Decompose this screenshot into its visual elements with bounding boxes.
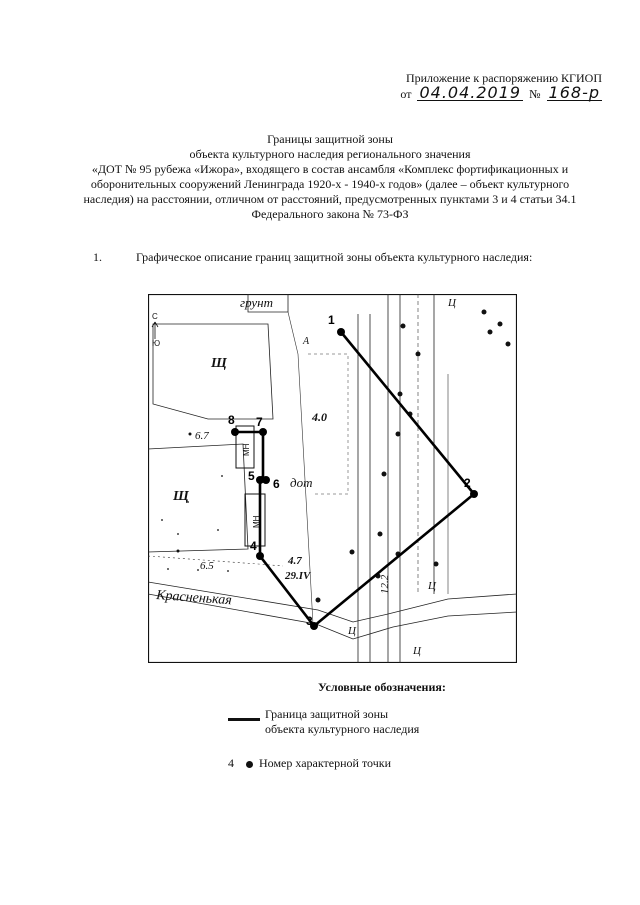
label-6-5: 6.5 [200,560,214,572]
legend-boundary-label [265,707,419,737]
label-c-1: Ц [448,297,456,309]
label-6-7: 6.7 [195,430,209,442]
number-label: № [529,87,541,101]
order-date-number [300,83,602,102]
legend-boundary-line [228,718,260,721]
title-line-6: Федерального закона № 73-ФЗ [251,207,409,221]
legend-point-number: 4 [228,756,234,770]
legend-boundary-label-1: Граница защитной зоны [265,707,389,721]
from-label: от [400,87,412,101]
label-dot: дот [290,475,313,490]
point-label-8: 8 [228,413,235,427]
point-4 [256,552,264,560]
label-street: Красненькая [155,588,233,609]
point-label-2: 2 [464,476,471,490]
document-title [60,132,600,222]
point-label-4: 4 [250,539,257,553]
label-grunt: грунт [240,295,274,310]
label-4-7: 4.7 [288,555,302,567]
label-shch-top: Щ [211,356,227,371]
point-7 [259,428,267,436]
label-south: Ю [152,339,161,348]
point-label-5: 5 [248,469,255,483]
legend-point-dot [246,761,253,768]
label-c-2: Ц [428,580,436,592]
protection-zone-map [148,294,517,663]
section-text: Графическое описание границ защитной зоны объекта культурного наследия: [136,250,533,264]
title-line-1: Границы защитной зоны [267,132,393,146]
point-1 [337,328,345,336]
title-line-3: «ДОТ № 95 рубежа «Ижора», входящего в состав ансамбля «Комплекс фортификационных и [91,162,569,176]
title-line-2: объекта культурного наследия регионального значения [189,147,471,161]
label-12-2: 12.2 [379,574,391,594]
label-a: А [303,336,310,347]
point-label-1: 1 [328,313,335,327]
point-2 [470,490,478,498]
order-reference [300,70,602,102]
label-shch-left: Щ [173,489,189,504]
label-north: С [152,312,158,321]
label-mn-bottom: МН [252,515,261,528]
title-line-4: оборонительных сооружений Ленинграда 1920-х - 1940-х годов» (далее – объект культурного [90,177,570,191]
legend-boundary-label-2: объекта культурного наследия [265,722,420,736]
point-8 [231,428,239,436]
legend-point-label: Номер характерной точки [259,756,391,770]
title-line-5: наследия) на расстоянии, отличном от расстояний, предусмотренных пунктами 3 и 4 статьи 34.1 [83,192,577,206]
label-29-iv: 29.IV [285,570,311,582]
label-4-0: 4.0 [312,410,327,424]
label-c-4: Ц [413,645,421,657]
point-label-6: 6 [273,477,280,491]
point-label-3: 3 [306,614,313,628]
point-6 [262,476,270,484]
label-mn-top: МН [242,443,251,456]
legend-title: Условные обозначения: [318,680,446,694]
order-title: Приложение к распоряжению КГИОП [405,71,602,85]
section-number: 1. [93,250,102,264]
order-number: 168-р [548,83,600,102]
section-1 [93,250,593,265]
point-label-7: 7 [256,415,263,429]
label-c-3: Ц [348,625,356,637]
order-date: 04.04.2019 [419,83,522,102]
